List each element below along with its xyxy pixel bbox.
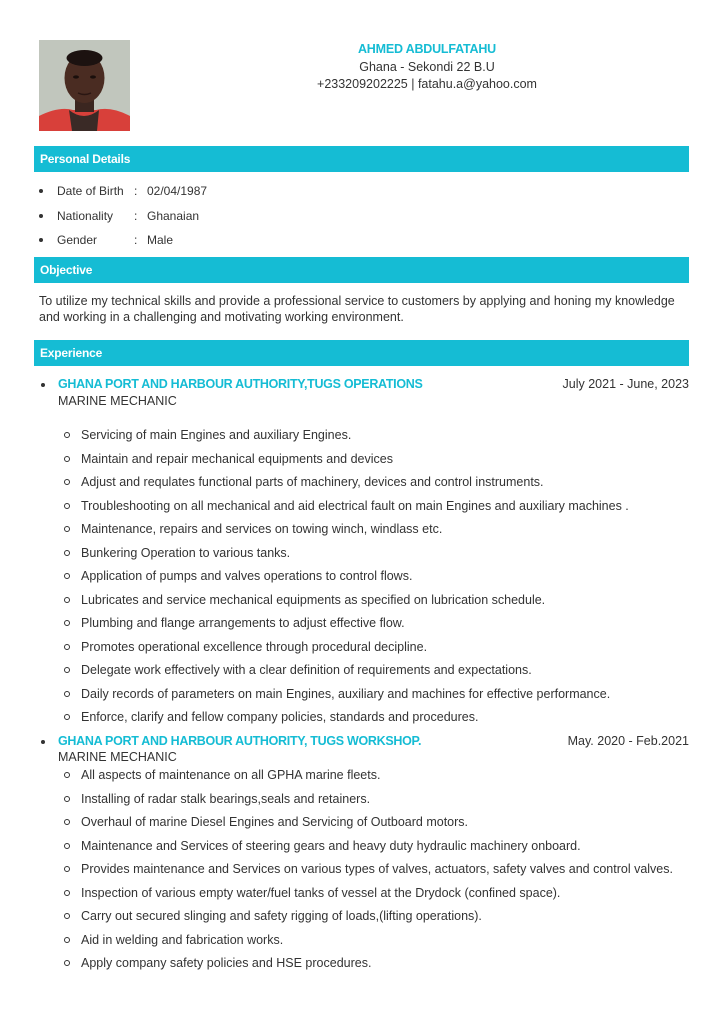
detail-colon: : bbox=[134, 208, 138, 223]
job-dates: May. 2020 - Feb.2021 bbox=[567, 734, 689, 748]
task-item: Lubricates and service mechanical equipments as specified on lubrication schedule. bbox=[39, 592, 689, 608]
address-line: Ghana - Sekondi 22 B.U bbox=[359, 60, 495, 74]
job-entry bbox=[39, 734, 689, 764]
job-header bbox=[39, 377, 689, 394]
personal-detail-row bbox=[39, 233, 439, 258]
bullet-icon bbox=[41, 740, 45, 744]
contact-line: +233209202225 | fatahu.a@yahoo.com bbox=[317, 77, 537, 91]
task-item: Apply company safety policies and HSE procedures. bbox=[39, 955, 689, 971]
task-item: Maintenance, repairs and services on towing winch, windlass etc. bbox=[39, 521, 689, 537]
job-header bbox=[39, 734, 689, 751]
task-item: Servicing of main Engines and auxiliary Engines. bbox=[39, 427, 689, 443]
task-item: Promotes operational excellence through procedural decipline. bbox=[39, 639, 689, 655]
job-role: MARINE MECHANIC bbox=[58, 394, 177, 408]
task-item: Enforce, clarify and fellow company policies, standards and procedures. bbox=[39, 709, 689, 725]
detail-colon: : bbox=[134, 233, 138, 247]
bullet-icon bbox=[39, 189, 43, 193]
personal-detail-row bbox=[39, 184, 439, 209]
personal-detail-row bbox=[39, 209, 439, 234]
job-task-list bbox=[39, 767, 689, 971]
bullet-icon bbox=[39, 238, 43, 242]
detail-value: 02/04/1987 bbox=[147, 184, 208, 198]
detail-value: Ghanaian bbox=[147, 208, 200, 223]
job-role: MARINE MECHANIC bbox=[58, 750, 177, 764]
detail-colon: : bbox=[134, 184, 138, 198]
job-entry bbox=[39, 377, 689, 408]
detail-label: Gender bbox=[57, 233, 98, 247]
section-header-experience: Experience bbox=[34, 340, 689, 366]
task-item: Installing of radar stalk bearings,seals and retainers. bbox=[39, 791, 689, 807]
job-dates: July 2021 - June, 2023 bbox=[562, 377, 689, 391]
job-employer: GHANA PORT AND HARBOUR AUTHORITY,TUGS OPERATIONS bbox=[58, 377, 423, 391]
task-item: Application of pumps and valves operations to control flows. bbox=[39, 568, 689, 584]
detail-value: Male bbox=[147, 233, 174, 247]
bullet-icon bbox=[39, 214, 43, 218]
task-item: Bunkering Operation to various tanks. bbox=[39, 545, 689, 561]
task-item: Overhaul of marine Diesel Engines and Servicing of Outboard motors. bbox=[39, 814, 689, 830]
job-task-list bbox=[39, 427, 689, 725]
task-item: Troubleshooting on all mechanical and aid electrical fault on main Engines and auxiliary machines . bbox=[39, 498, 689, 514]
task-item: Inspection of various empty water/fuel tanks of vessel at the Drydock (confined space). bbox=[39, 885, 689, 901]
bullet-icon bbox=[41, 383, 45, 387]
task-item: Plumbing and flange arrangements to adjust effective flow. bbox=[39, 615, 689, 631]
task-item: Daily records of parameters on main Engines, auxiliary and machines for effective performance. bbox=[39, 686, 689, 702]
task-item: Maintain and repair mechanical equipments and devices bbox=[39, 451, 689, 467]
task-item: Aid in welding and fabrication works. bbox=[39, 932, 689, 948]
profile-photo bbox=[39, 40, 130, 131]
task-item: Provides maintenance and Services on various types of valves, actuators, safety valves and control valves. bbox=[39, 861, 689, 877]
personal-details-list bbox=[39, 184, 439, 258]
section-header-objective: Objective bbox=[34, 257, 689, 283]
task-item: Delegate work effectively with a clear definition of requirements and expectations. bbox=[39, 662, 689, 678]
candidate-name: AHMED ABDULFATAHU bbox=[357, 42, 497, 56]
objective-text: To utilize my technical skills and provide a professional service to customers by applying and honing my knowledge and working in a challenging and motivating working environment. bbox=[39, 294, 675, 324]
detail-label: Date of Birth bbox=[57, 184, 124, 198]
task-item: All aspects of maintenance on all GPHA marine fleets. bbox=[39, 767, 689, 783]
detail-label: Nationality bbox=[57, 208, 114, 223]
task-item: Adjust and requlates functional parts of machinery, devices and control instruments. bbox=[39, 474, 689, 490]
task-item: Carry out secured slinging and safety rigging of loads,(lifting operations). bbox=[39, 908, 689, 924]
section-header-personal-details: Personal Details bbox=[34, 146, 689, 172]
job-employer: GHANA PORT AND HARBOUR AUTHORITY, TUGS WORKSHOP. bbox=[58, 734, 422, 748]
resume-header bbox=[130, 42, 724, 91]
task-item: Maintenance and Services of steering gears and heavy duty hydraulic machinery onboard. bbox=[39, 838, 689, 854]
